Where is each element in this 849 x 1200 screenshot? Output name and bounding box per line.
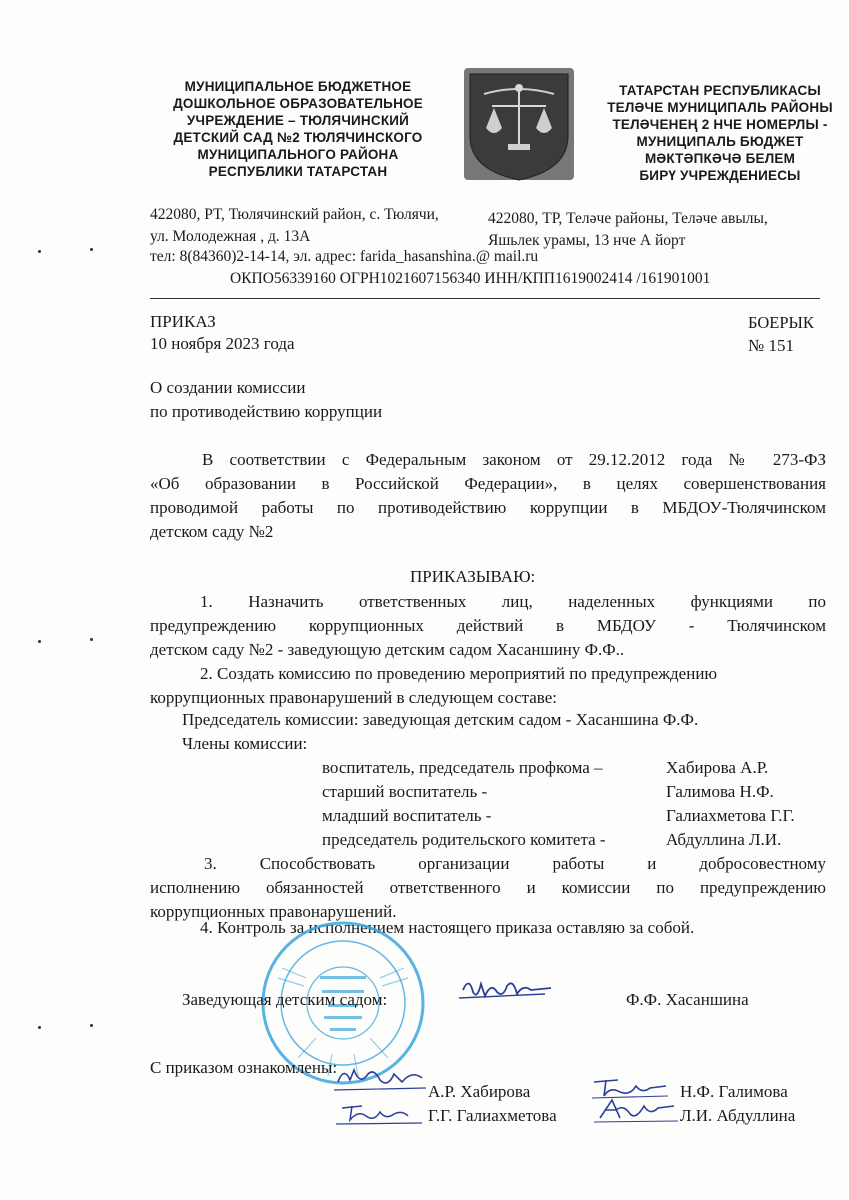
registration-codes: ОКПО56339160 ОГРН1021607156340 ИНН/КПП1619002414 /161901001 bbox=[230, 270, 711, 287]
member-name: Галиахметова Г.Г. bbox=[666, 806, 795, 825]
decree-heading: ПРИКАЗЫВАЮ: bbox=[410, 567, 536, 586]
scan-mark bbox=[38, 640, 41, 643]
order-number: № 151 bbox=[748, 336, 794, 355]
member-role: воспитатель, председатель профкома – bbox=[322, 758, 603, 777]
member-name: Галимова Н.Ф. bbox=[666, 782, 774, 801]
order-item-3: 3. Способствовать организации работы и добросовестному исполнению обязанностей ответственного и комиссии по предупреждению коррупционных правонарушений. bbox=[150, 854, 826, 921]
preamble-paragraph: В соответствии с Федеральным законом от 29.12.2012 года № 273-ФЗ «Об образовании в Российской Федерации», в целях совершенствования проводимой работы по противодействию коррупции в МБДОУ-Тюлячинском детском саду №2 bbox=[150, 450, 826, 541]
familiarized-person: Г.Г. Галиахметова bbox=[428, 1106, 557, 1125]
handwritten-signature bbox=[332, 1060, 428, 1096]
org-name-tatar: ТАТАРСТАН РЕСПУБЛИКАСЫ ТЕЛӘЧЕ МУНИЦИПАЛЬ РАЙОНЫ ТЕЛӘЧЕНЕҢ 2 НЧЕ НОМЕРЛЫ - МУНИЦИПАЛЬ БЮДЖЕТ МӘКТӘПКӘЧӘ БЕЛЕМ БИРҮ УЧРЕЖДЕНИЕСЫ bbox=[607, 83, 833, 183]
familiarized-person: Н.Ф. Галимова bbox=[680, 1082, 788, 1101]
coat-of-arms-emblem bbox=[462, 66, 576, 184]
members-label: Члены комиссии: bbox=[182, 734, 308, 753]
order-item-2: 2. Создать комиссию по проведению мероприятий по предупреждению коррупционных правонарушений в следующем составе: bbox=[150, 664, 718, 707]
scan-mark bbox=[90, 1024, 93, 1027]
address-tatar: 422080, ТР, Теләче районы, Теләче авылы, Яшьлек урамы, 13 нче А йорт bbox=[488, 210, 768, 249]
member-role: старший воспитатель - bbox=[322, 782, 488, 801]
scan-mark bbox=[90, 638, 93, 641]
commission-chair: Председатель комиссии: заведующая детским садом - Хасаншина Ф.Ф. bbox=[182, 710, 699, 729]
order-date: 10 ноября 2023 года bbox=[150, 334, 295, 353]
familiarized-label: С приказом ознакомлены: bbox=[150, 1058, 338, 1077]
member-role: младший воспитатель - bbox=[322, 806, 492, 825]
signature-position: Заведующая детским садом: bbox=[182, 990, 388, 1009]
familiarized-person: Л.И. Абдуллина bbox=[680, 1106, 796, 1125]
org-name-russian: МУНИЦИПАЛЬНОЕ БЮДЖЕТНОЕ ДОШКОЛЬНОЕ ОБРАЗОВАТЕЛЬНОЕ УЧРЕЖДЕНИЕ – ТЮЛЯЧИНСКИЙ ДЕТСКИЙ САД №2 ТЮЛЯЧИНСКОГО МУНИЦИПАЛЬНОГО РАЙОНА РЕСПУБЛИКИ ТАТАРСТАН bbox=[173, 79, 423, 179]
member-name: Хабирова А.Р. bbox=[666, 758, 769, 777]
order-item-4: 4. Контроль за исполнением настоящего приказа оставляю за собой. bbox=[200, 918, 695, 937]
contact-line: тел: 8(84360)2-14-14, эл. адрес: farida_hasanshina.@ mail.ru bbox=[150, 248, 539, 265]
familiarized-person: А.Р. Хабирова bbox=[428, 1082, 531, 1101]
address-russian: 422080, РТ, Тюлячинский район, с. Тюлячи, ул. Молодежная , д. 13А bbox=[150, 206, 439, 245]
handwritten-signature bbox=[594, 1094, 680, 1126]
order-title: ПРИКАЗ bbox=[150, 312, 216, 331]
scan-mark bbox=[38, 250, 41, 253]
order-subject: О создании комиссии по противодействию коррупции bbox=[150, 378, 383, 421]
header-divider bbox=[150, 298, 820, 299]
handwritten-signature bbox=[336, 1098, 424, 1128]
order-item-1: 1. Назначить ответственных лиц, наделенных функциями по предупреждению коррупционных действий в МБДОУ - Тюлячинском детском саду №2 - заведующую детским садом Хасаншину Ф.Ф.. bbox=[150, 592, 826, 659]
signature-name: Ф.Ф. Хасаншина bbox=[626, 990, 749, 1009]
member-role: председатель родительского комитета - bbox=[322, 830, 606, 849]
order-title-tatar: БОЕРЫК bbox=[748, 313, 814, 332]
member-name: Абдуллина Л.И. bbox=[666, 830, 782, 849]
signature-mark bbox=[455, 968, 555, 1008]
scan-mark bbox=[90, 248, 93, 251]
scan-mark bbox=[38, 1026, 41, 1029]
